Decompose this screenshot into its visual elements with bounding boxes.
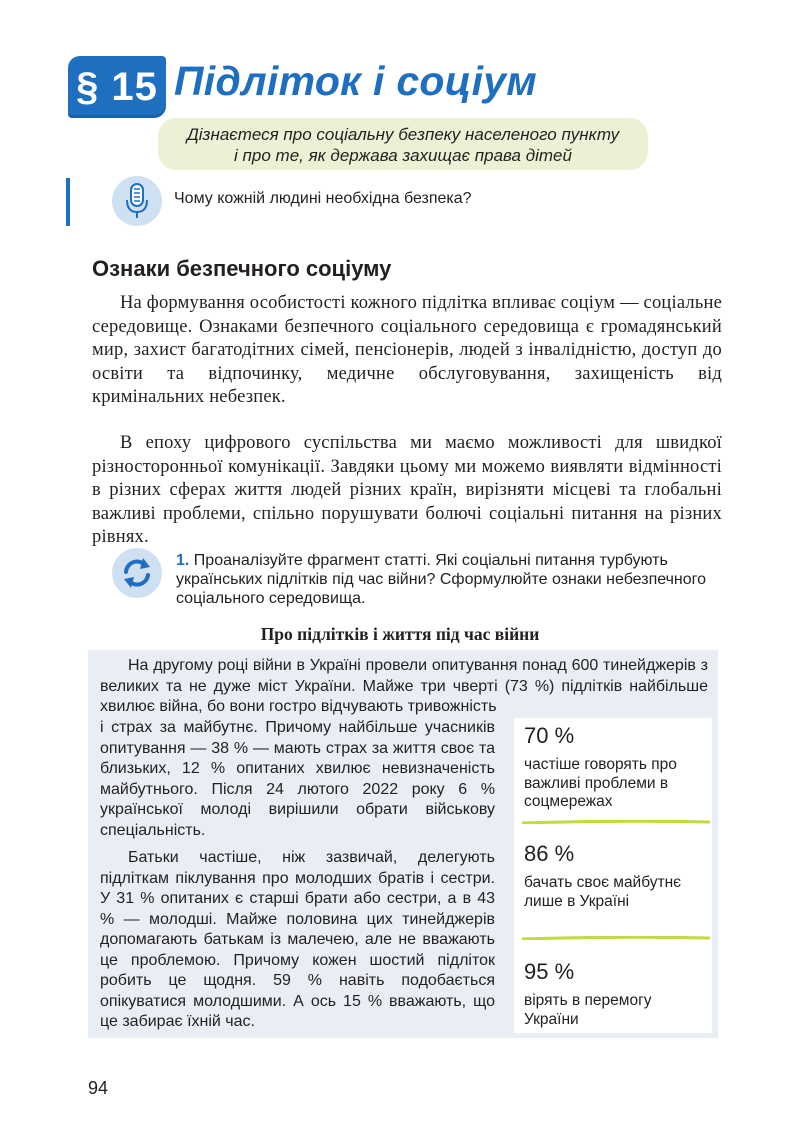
page-title: Підліток і соціум: [174, 58, 537, 104]
article-column-paragraph-2: Батьки частіше, ніж зазвичай, делегують підліткам піклування про молодших братів і сестри. У 31 % опитаних є старші брати або сестри, а в 43 % — молодші. Майже половина цих тинейджерів допомагають батькам із малечею, але не вважають це проблемою. Причому кожен шостий підліток робить це щодня. 59 % навіть подобається опікуватися молодшими. А ось 15 % вважають, що це забирає їхній час.: [100, 849, 495, 1030]
stat-item: [524, 958, 708, 1029]
task-text: [176, 551, 724, 608]
goal-line-1: Дізнаєтеся про соціальну безпеку населеного пункту: [186, 125, 620, 144]
stat-divider: [522, 936, 710, 940]
stat-text: вірять в перемогу України: [524, 992, 652, 1028]
stat-item: [524, 840, 708, 911]
stats-box: [514, 718, 712, 1033]
stat-text: бачать своє майбутнє лише в Україні: [524, 874, 682, 910]
article-title: Про підлітків і життя під час війни: [260, 624, 540, 644]
question-side-bar: [66, 178, 70, 226]
article-intro: На другому році війни в Україні провели опитування понад 600 тинейджерів з великих та не дуже міст України. Майже три чверті (73 %) підлітків найбільше хвилює війна, бо вони гостро відчувають тривожність: [100, 657, 708, 715]
stat-percent: 86 %: [524, 841, 575, 866]
stat-text: частіше говорять про важливі проблеми в соцмережах: [524, 756, 677, 810]
learning-goal-box: [158, 118, 648, 170]
goal-line-2: і про те, як держава захищає права дітей: [234, 146, 572, 165]
stat-percent: 70 %: [524, 723, 575, 748]
refresh-arrows-icon: [112, 548, 162, 598]
section-paragraph-2: В епоху цифрового суспільства ми маємо можливості для швидкої різносторонньої комунікації. Завдяки цьому ми можемо виявляти відмінності в різних сферах життя людей різних країн, вирізняти місцеві та глобальні важливі проблеми, спільно порушувати болючі соціальні питання на різних рівнях.: [92, 433, 722, 547]
stat-divider: [522, 820, 710, 824]
page-number: 94: [88, 1078, 109, 1098]
task-body: Проаналізуйте фрагмент статті. Які соціальні питання турбують українських підлітків під час війни? Сформулюйте ознаки небезпечного соціального середовища.: [176, 552, 707, 607]
section-paragraph-1: На формування особистості кожного підлітка впливає соціум — соціальне середовище. Ознаками безпечного соціального середовища є громадянський мир, захист багатодітних сімей, пенсіонерів, людей з інвалідністю, доступ до освіти та відпочинку, медичне обслуговування, захищеність від кримінальних небезпек.: [92, 293, 722, 407]
section-heading: Ознаки безпечного соціуму: [92, 256, 392, 281]
section-badge: § 15: [68, 56, 166, 118]
article-column-paragraph-1: і страх за майбутнє. Причому найбільше учасників опитування — 38 % — мають страх за життя своє та близьких, 12 % опитаних хвилює невизначеність майбутнього. Після 24 лютого 2022 року 6 % української молоді вирішили обрати військову спеціальність.: [100, 719, 495, 839]
warmup-question: Чому кожній людині необхідна безпека?: [174, 190, 472, 207]
stat-percent: 95 %: [524, 959, 575, 984]
task-number: 1.: [176, 552, 190, 569]
microphone-icon: [112, 176, 162, 226]
stat-item: [524, 722, 708, 812]
